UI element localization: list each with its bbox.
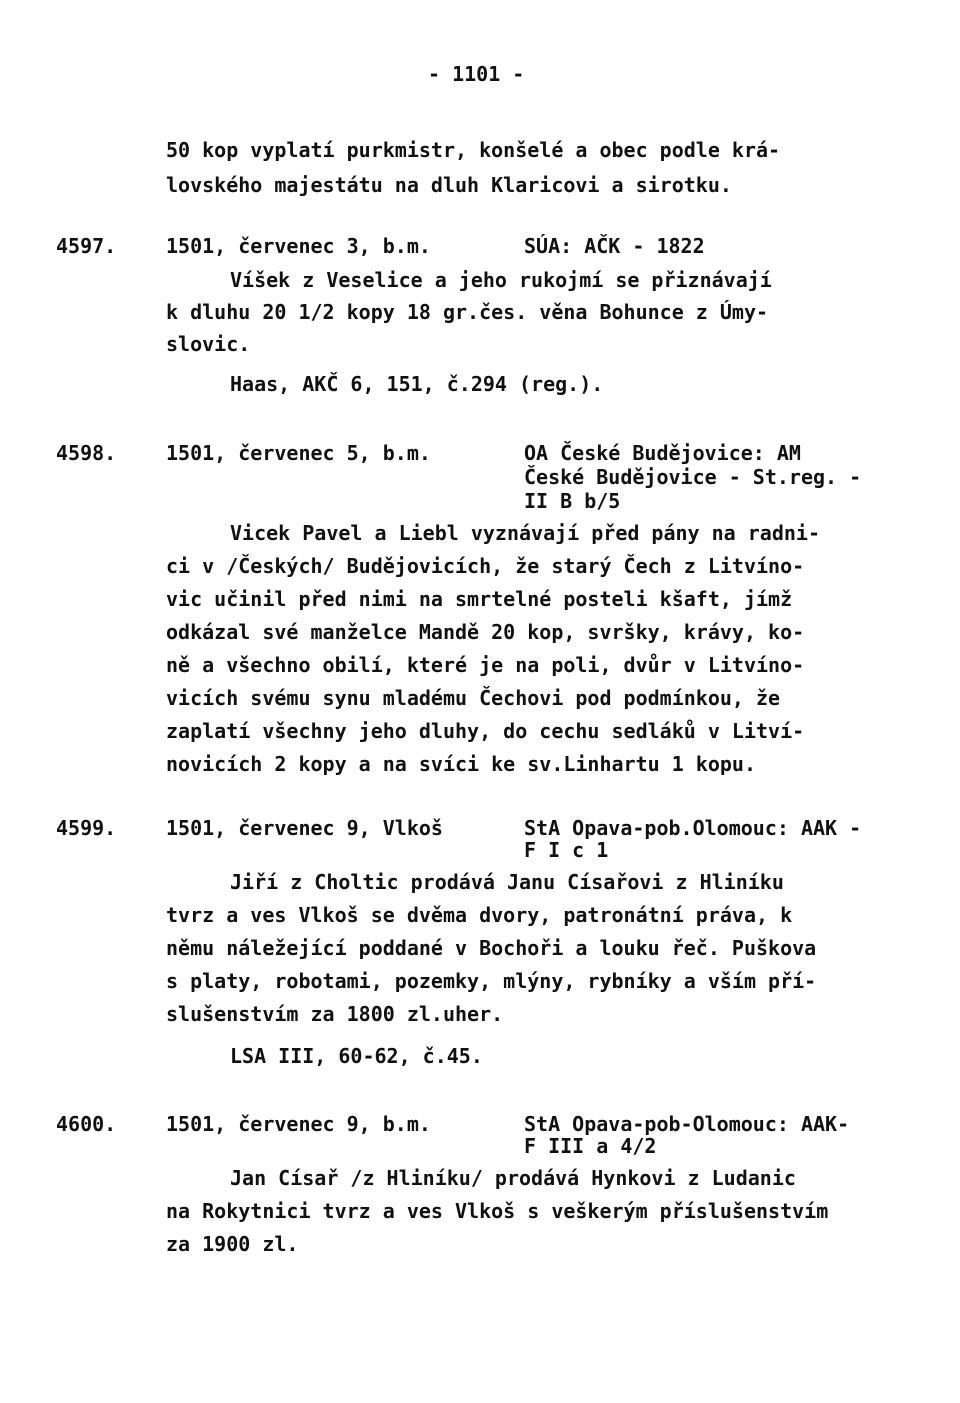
entry-number: 4598. (56, 441, 117, 465)
intro-line: lovského majestátu na dluh Klaricovi a sirotku. (166, 173, 732, 197)
entry-date: 1501, červenec 9, Vlkoš (166, 816, 443, 840)
entry-archive: StA Opava-pob-Olomouc: AAK- (524, 1112, 850, 1136)
page-number: - 1101 - (428, 62, 525, 86)
entry-body-line: němu náležející poddané v Bochoři a louku řeč. Puškova (166, 936, 817, 960)
entry-body-line: s platy, robotami, pozemky, mlýny, rybníky a vším pří- (166, 969, 817, 993)
entry-body-line: novicích 2 kopy a na svíci ke sv.Linhartu 1 kopu. (166, 752, 757, 776)
entry-archive: II B b/5 (524, 489, 621, 513)
entry-body-line: tvrz a ves Vlkoš se dvěma dvory, patronátní práva, k (166, 903, 793, 927)
entry-archive: České Budějovice - St.reg. - (524, 465, 862, 489)
intro-line: 50 kop vyplatí purkmistr, konšelé a obec podle krá- (166, 138, 781, 162)
entry-body-line: odkázal své manželce Mandě 20 kop, svršky, krávy, ko- (166, 620, 805, 644)
entry-date: 1501, červenec 9, b.m. (166, 1112, 431, 1136)
entry-body-line: vicích svému synu mladému Čechovi pod podmínkou, že (166, 686, 781, 710)
entry-number: 4597. (56, 234, 117, 258)
entry-reference: Haas, AKČ 6, 151, č.294 (reg.). (230, 372, 604, 396)
entry-number: 4600. (56, 1112, 117, 1136)
entry-body-line: vic učinil před nimi na smrtelné posteli kšaft, jímž (166, 587, 793, 611)
entry-date: 1501, červenec 3, b.m. (166, 234, 431, 258)
entry-body-line: zaplatí všechny jeho dluhy, do cechu sedláků v Litví- (166, 719, 805, 743)
entry-archive: OA České Budějovice: AM (524, 441, 801, 465)
entry-body-line: ně a všechno obilí, které je na poli, dvůr v Litvíno- (166, 653, 805, 677)
entry-body-line: na Rokytnici tvrz a ves Vlkoš s veškerým příslušenstvím (166, 1199, 829, 1223)
entry-body-line: za 1900 zl. (166, 1232, 299, 1256)
entry-reference: LSA III, 60-62, č.45. (230, 1044, 483, 1068)
entry-body-line: k dluhu 20 1/2 kopy 18 gr.čes. věna Bohunce z Úmy- (166, 300, 769, 324)
entry-body-line: ci v /Českých/ Budějovicích, že starý Čech z Litvíno- (166, 554, 805, 578)
entry-body-line: Jan Císař /z Hliníku/ prodává Hynkovi z Ludanic (230, 1166, 796, 1190)
entry-date: 1501, červenec 5, b.m. (166, 441, 431, 465)
entry-body-line: slušenstvím za 1800 zl.uher. (166, 1002, 504, 1026)
entry-archive: SÚA: AČK - 1822 (524, 234, 705, 258)
entry-archive: F I c 1 (524, 838, 609, 862)
entry-body-line: Jiří z Choltic prodává Janu Císařovi z Hliníku (230, 870, 784, 894)
entry-body-line: Vicek Pavel a Liebl vyznávají před pány na radni- (230, 521, 821, 545)
entry-body-line: slovic. (166, 332, 251, 356)
entry-number: 4599. (56, 816, 117, 840)
entry-archive: F III a 4/2 (524, 1134, 657, 1158)
entry-body-line: Víšek z Veselice a jeho rukojmí se přiznávají (230, 268, 772, 292)
entry-archive: StA Opava-pob.Olomouc: AAK - (524, 816, 862, 840)
